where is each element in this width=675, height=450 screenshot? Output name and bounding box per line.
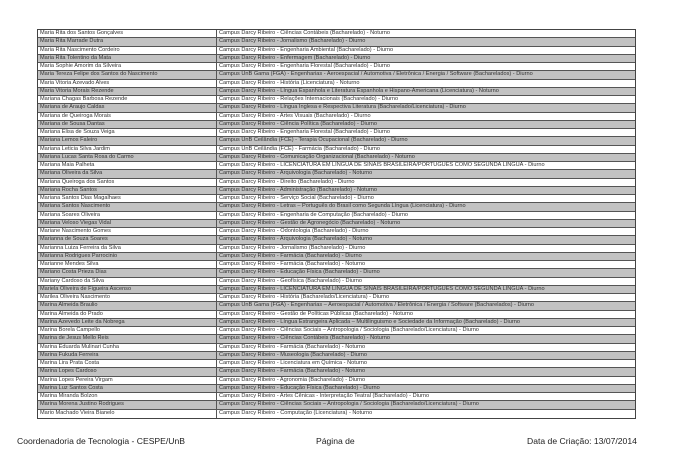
candidate-name-cell: Mariane Nascimento Gomes (38, 228, 217, 235)
table-row (38, 187, 635, 195)
footer-organization: Coordenadoria de Tecnologia - CESPE/UnB (17, 436, 185, 446)
candidate-name-cell: Marina Luz Santos Costa (38, 385, 217, 392)
table-row (38, 71, 635, 79)
table-row (38, 319, 635, 327)
table-row (38, 335, 635, 343)
table-row (38, 253, 635, 261)
candidate-name-cell: Mario Machado Vieira Bianelo (38, 410, 217, 418)
candidate-name-cell: Marina Almeida Braulio (38, 302, 217, 309)
course-cell: Campus Darcy Ribeiro - Engenharia de Computação (Bacharelado) - Diurno (219, 211, 409, 218)
course-cell: Campus Darcy Ribeiro - Artes Cênicas - Interpretação Teatral (Bacharelado) - Diurno (219, 393, 430, 399)
course-cell: Campus UnB Gama (FGA) - Engenharias - Aeroespacial / Automotiva / Eletrônica / Energia / Software (Bacharelados) - Diurno (219, 71, 533, 78)
candidate-name-cell: Mariany Cardoso da Silva (38, 278, 217, 285)
course-cell: Campus Darcy Ribeiro - Odontologia (Bacharelado) - Diurno (219, 228, 369, 234)
course-cell: Campus Darcy Ribeiro - Direito (Bacharelado) - Diurno (219, 178, 355, 185)
table-row (38, 245, 635, 253)
course-cell: Campus Darcy Ribeiro - Educação Física (Bacharelado) - Diurno (219, 269, 380, 276)
course-cell: Campus Darcy Ribeiro - Língua Estrangeira Aplicada – Multilinguismo e Sociedade da Informação (Bacharelado) - Diurno (219, 318, 520, 325)
table-row (38, 393, 635, 401)
course-cell: Campus Darcy Ribeiro - Geofísica (Bacharelado) - Diurno (219, 277, 363, 284)
course-cell: Campus Darcy Ribeiro - Enfermagem (Bacharelado) - Diurno (219, 54, 371, 61)
candidate-name-cell: Mariano Costa Prieza Dias (38, 269, 217, 276)
course-cell: Campus Darcy Ribeiro - Arquivologia (Bacharelado) - Noturno (219, 170, 373, 177)
course-cell: Campus Darcy Ribeiro - Farmácia (Bacharelado) - Noturno (219, 343, 366, 350)
candidate-name-cell: Marianna Luiza Ferreira da Silva (38, 245, 217, 252)
candidate-name-cell: Mariana de Queiroga Morais (38, 113, 217, 120)
candidate-name-cell: Maria Rita Tolentino da Mata (38, 55, 217, 62)
table-row (38, 170, 635, 178)
candidate-name-cell: Mariana Rocha Santos (38, 187, 217, 194)
course-cell: Campus Darcy Ribeiro - Engenharia Ambiental (Bacharelado) - Diurno (219, 46, 394, 53)
table-row (38, 96, 635, 104)
footer-creation-date: Data de Criação: 13/07/2014 (527, 436, 637, 446)
table-row (38, 352, 635, 360)
candidate-name-cell: Mariana Lemos Faleiro (38, 137, 217, 144)
table-row (38, 302, 635, 310)
course-cell: Campus Darcy Ribeiro - Relações Internacionais (Bacharelado) - Diurno (219, 96, 399, 102)
table-row (38, 88, 635, 96)
course-cell: Campus Darcy Ribeiro - Administração (Bacharelado) - Noturno (219, 186, 377, 193)
course-cell: Campus Darcy Ribeiro - Gestão de Agronegócio (Bacharelado) - Noturno (219, 219, 401, 226)
results-table (37, 29, 636, 419)
table-row (38, 311, 635, 319)
table-row (38, 410, 635, 418)
course-cell: Campus UnB Ceilândia (FCE) - Terapia Ocupacional (Bacharelado) - Diurno (219, 137, 408, 144)
table-row (38, 377, 635, 385)
table-row (38, 47, 635, 55)
course-cell: Campus Darcy Ribeiro - Artes Visuais (Bacharelado) - Diurno (219, 112, 371, 119)
course-cell: Campus Darcy Ribeiro - Engenharia Florestal (Bacharelado) - Diurno (219, 63, 390, 69)
candidate-name-cell: Mariana Elisa de Souza Veiga (38, 129, 217, 136)
course-cell: Campus Darcy Ribeiro - Letras – Português do Brasil como Segunda Língua (Licenciatura) - Diurno (219, 203, 466, 210)
course-cell: Campus Darcy Ribeiro - História (Licenciatura) - Noturno (219, 79, 360, 86)
course-cell: Campus Darcy Ribeiro - LICENCIATURA EM LÍNGUA DE SINAIS BRASILEIRA/PORTUGUÊS COMO SEGUNDA LÍNGUA - Diurno (219, 162, 545, 168)
course-cell: Campus Darcy Ribeiro - Ciências Sociais – Antropologia / Sociologia (Bacharelado/Licenciatura) - Diurno (219, 327, 479, 333)
course-cell: Campus Darcy Ribeiro - Língua Inglesa e Respectiva Literatura (Bacharelado/Licenciatura) - Diurno (219, 104, 466, 111)
course-cell: Campus Darcy Ribeiro - Agronomia (Bacharelado) - Diurno (219, 376, 366, 383)
table-row (38, 129, 635, 137)
table-row (38, 146, 635, 154)
candidate-name-cell: Mariana Maia Palheta (38, 162, 217, 169)
candidate-name-cell: Mariana Leticia Silva Jardim (38, 146, 217, 153)
candidate-name-cell: Maria Rita Marrade Dutra (38, 38, 217, 45)
table-row (38, 30, 635, 38)
course-cell: Campus Darcy Ribeiro - Ciência Política (Bacharelado) - Diurno (219, 120, 377, 127)
course-cell: Campus Darcy Ribeiro - Ciências Contábeis (Bacharelado) - Noturno (219, 335, 390, 342)
candidate-name-cell: Marina Fukuda Ferreira (38, 352, 217, 359)
footer-page-number: Página de (316, 436, 355, 446)
candidate-name-cell: Marina Lira Prata Costa (38, 360, 217, 367)
candidate-name-cell: Mariana Oliveira da Silva (38, 170, 217, 177)
candidate-name-cell: Maria Rita dos Santos Gonçalves (38, 30, 217, 37)
table-row (38, 104, 635, 112)
candidate-name-cell: Mariana Queiroga dos Santos (38, 179, 217, 186)
course-cell: Campus Darcy Ribeiro - Ciências Sociais – Antropologia / Sociologia (Bacharelado/Licenciatura) - Diurno (219, 401, 479, 408)
course-cell: Campus Darcy Ribeiro - Educação Física (Bacharelado) - Diurno (219, 384, 380, 391)
candidate-name-cell: Marina Borela Campello (38, 327, 217, 334)
table-row (38, 195, 635, 203)
course-cell: Campus Darcy Ribeiro - Computação (Licenciatura) - Noturno (219, 409, 373, 416)
candidate-name-cell: Marianna de Souza Soares (38, 236, 217, 243)
candidate-name-cell: Marina Morena Justino Rodrigues (38, 401, 217, 408)
table-row (38, 368, 635, 376)
candidate-name-cell: Mariana Santos Nascimento (38, 203, 217, 210)
course-cell: Campus Darcy Ribeiro - Jornalismo (Bacharelado) - Diurno (219, 38, 366, 45)
table-row (38, 344, 635, 352)
course-cell: Campus UnB Gama (FGA) - Engenharias – Aeroespacial / Automotiva / Eletrônica / Energia / Software (Bacharelados) - Diurno (219, 302, 534, 309)
candidate-name-cell: Marina Miranda Bolzon (38, 393, 217, 400)
candidate-name-cell: Marina Almeida do Prado (38, 311, 217, 318)
course-cell: Campus Darcy Ribeiro - Comunicação Organizacional (Bacharelado) - Noturno (219, 153, 415, 160)
table-row (38, 80, 635, 88)
candidate-name-cell: Marina Lopes Pereira Virgam (38, 377, 217, 384)
candidate-name-cell: Marianna Rodrigues Parrocinio (38, 253, 217, 260)
candidate-name-cell: Maria Sophie Amorim da Silveira (38, 63, 217, 70)
table-row (38, 286, 635, 294)
course-cell: Campus Darcy Ribeiro - Língua Espanhola e Literatura Espanhola e Hispano-Americana (Licenciatura) - Noturno (219, 87, 499, 94)
table-row (38, 162, 635, 170)
course-cell: Campus Darcy Ribeiro - Gestão de Políticas Públicas (Bacharelado) - Noturno (219, 310, 414, 317)
table-row (38, 236, 635, 244)
course-cell: Campus Darcy Ribeiro - Jornalismo (Bacharelado) - Diurno (219, 244, 366, 251)
candidate-name-cell: Maria Vitoria Azevado Alves (38, 80, 217, 87)
candidate-name-cell: Marilea Oliveira Nascimento (38, 294, 217, 301)
table-row (38, 154, 635, 162)
table-row (38, 360, 635, 368)
table-row (38, 121, 635, 129)
table-row (38, 385, 635, 393)
course-cell: Campus Darcy Ribeiro - História (Bacharelado/Licenciatura) - Diurno (219, 294, 390, 300)
table-row (38, 294, 635, 302)
candidate-name-cell: Mariana Lucas Santa Rosa do Carmo (38, 154, 217, 161)
course-cell: Campus Darcy Ribeiro - Serviço Social (Bacharelado) - Diurno (219, 195, 374, 201)
course-cell: Campus Darcy Ribeiro - Ciências Contábeis (Bacharelado) - Noturno (219, 30, 390, 36)
candidate-name-cell: Marianne Mendes Silva (38, 261, 217, 268)
course-cell: Campus Darcy Ribeiro - Engenharia Florestal (Bacharelado) - Diurno (219, 129, 390, 135)
table-row (38, 278, 635, 286)
course-cell: Campus Darcy Ribeiro - Arquivologia (Bacharelado) - Noturno (219, 236, 373, 243)
table-row (38, 38, 635, 46)
table-row (38, 228, 635, 236)
candidate-name-cell: Mariana Soares Oliveira (38, 212, 217, 219)
candidate-name-cell: Marina Eduarda Mulinari Cunha (38, 344, 217, 351)
course-cell: Campus Darcy Ribeiro - Licenciatura em Química - Noturno (219, 360, 367, 366)
course-cell: Campus Darcy Ribeiro - Museologia (Bacharelado) - Diurno (219, 351, 367, 358)
table-row (38, 179, 635, 187)
candidate-name-cell: Mariela Oliveira de Figueira Ascenso (38, 286, 217, 293)
course-cell: Campus UnB Ceilândia (FCE) - Farmácia (Bacharelado) - Diurno (219, 145, 381, 152)
candidate-name-cell: Marina Azevedo Leite da Nobrega (38, 319, 217, 326)
candidate-name-cell: Mariana Santos Dias Magalhaes (38, 195, 217, 202)
table-row (38, 327, 635, 335)
course-cell: Campus Darcy Ribeiro - Farmácia (Bacharelado) - Diurno (219, 252, 362, 259)
candidate-name-cell: Maria Vitoria Morais Rezende (38, 88, 217, 95)
course-cell: Campus Darcy Ribeiro - Farmácia (Bacharelado) - Noturno (219, 368, 366, 375)
table-row (38, 63, 635, 71)
candidate-name-cell: Mariana de Sousa Dantas (38, 121, 217, 128)
table-row (38, 401, 635, 409)
course-cell: Campus Darcy Ribeiro - Farmácia (Bacharelado) - Noturno (219, 261, 366, 267)
candidate-name-cell: Maria Rita Nascimento Cordeiro (38, 47, 217, 54)
table-row (38, 55, 635, 63)
table-row (38, 113, 635, 121)
candidate-name-cell: Mariana de Araujo Caldas (38, 104, 217, 111)
table-row (38, 220, 635, 228)
candidate-name-cell: Mariana Veloso Viegas Vidal (38, 220, 217, 227)
candidate-name-cell: Maria Tereza Felipe dos Santos do Nascimento (38, 71, 217, 78)
table-row (38, 137, 635, 145)
table-row (38, 269, 635, 277)
candidate-name-cell: Marina de Jesus Mello Reis (38, 335, 217, 342)
table-row (38, 261, 635, 269)
table-row (38, 203, 635, 211)
candidate-name-cell: Marina Lopes Cardoso (38, 368, 217, 375)
course-cell: Campus Darcy Ribeiro - LICENCIATURA EM LÍNGUA DE SINAIS BRASILEIRA/PORTUGUÊS COMO SEGUNDA LÍNGUA - Diurno (219, 285, 545, 292)
candidate-name-cell: Mariana Chagas Barbosa Rezende (38, 96, 217, 103)
table-row (38, 212, 635, 220)
